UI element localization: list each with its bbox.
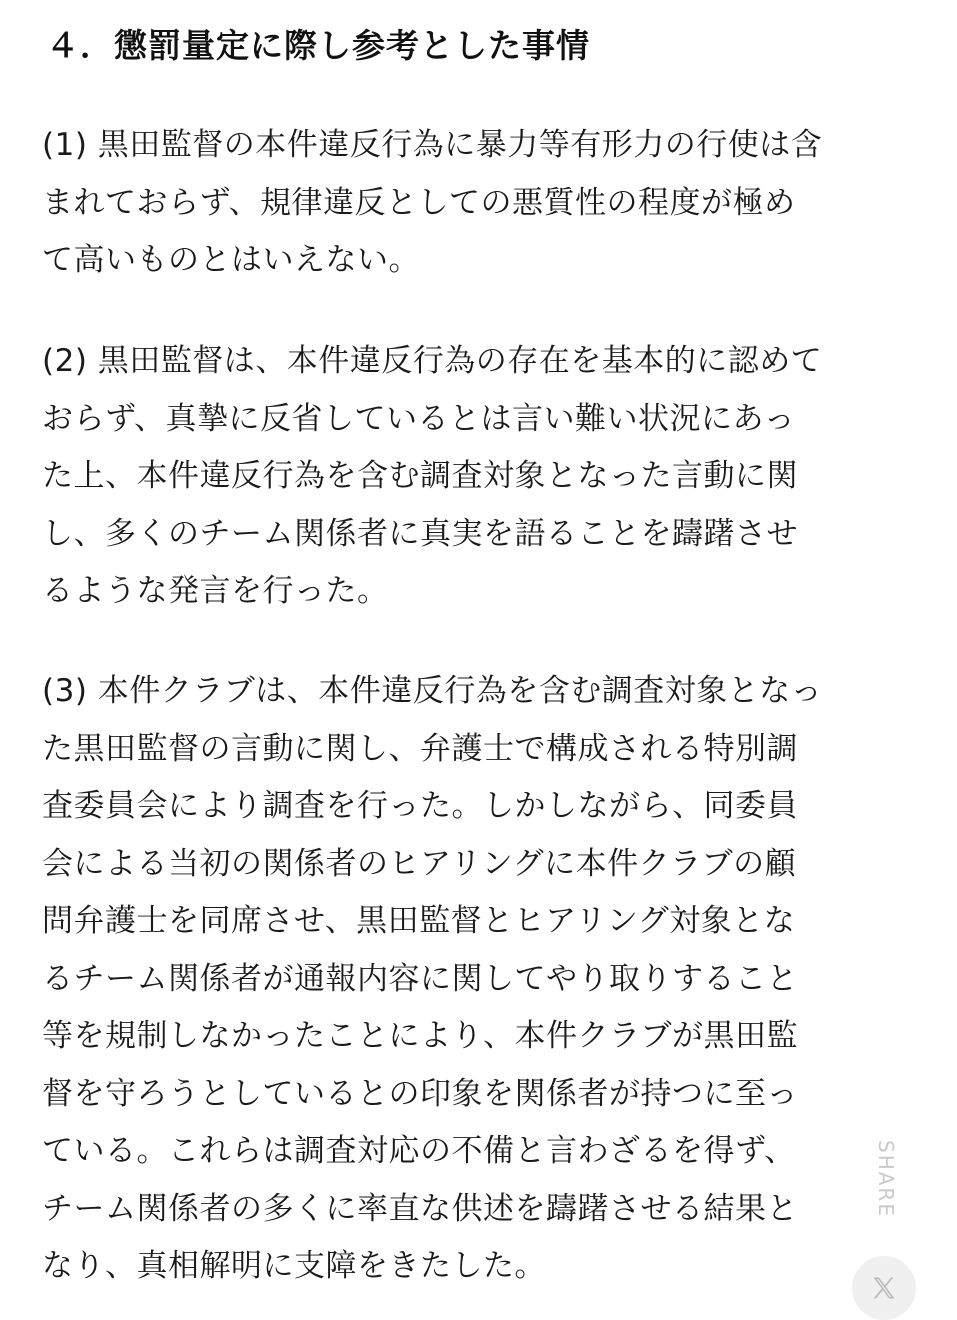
paragraph-line: て高いものとはいえない。 — [42, 242, 420, 278]
share-x-button[interactable] — [852, 1256, 916, 1320]
paragraph-line: チーム関係者の多くに率直な供述を躊躇させる結果と — [42, 1190, 798, 1227]
paragraph-line: た上、本件違反行為を含む調査対象となった言動に関 — [42, 458, 798, 494]
paragraph-1 — [42, 117, 822, 290]
paragraph-line: るチーム関係者が通報内容に関してやり取りすること — [42, 960, 798, 997]
paragraph-line: (3) 本件クラブは、本件違反行為を含む調査対象となっ — [42, 673, 823, 709]
paragraph-line: た黒田監督の言動に関し、弁護士で構成される特別調 — [42, 730, 798, 767]
paragraph-line: まれておらず、規律違反としての悪質性の程度が極め — [42, 184, 796, 221]
paragraph-line: おらず、真摯に反省しているとは言い難い状況にあっ — [42, 400, 796, 437]
section-heading: ４．懲罰量定に際し参考とした事情 — [46, 26, 590, 65]
paragraph-line: ている。これらは調査対応の不備と言わざるを得ず、 — [42, 1133, 796, 1169]
paragraph-line: (2) 黒田監督は、本件違反行為の存在を基本的に認めて — [42, 343, 823, 379]
paragraph-line: 等を規制しなかったことにより、本件クラブが黒田監 — [42, 1018, 798, 1054]
share-label: SHARE — [874, 1140, 898, 1218]
paragraph-3 — [42, 663, 822, 1296]
paragraph-line: るような発言を行った。 — [42, 573, 389, 609]
paragraph-line: し、多くのチーム関係者に真実を語ることを躊躇させ — [42, 515, 798, 552]
paragraph-line: 督を守ろうとしているとの印象を関係者が持つに至っ — [42, 1075, 798, 1112]
paragraph-line: なり、真相解明に支障をきたした。 — [42, 1248, 546, 1284]
paragraph-line: 会による当初の関係者のヒアリングに本件クラブの顧 — [42, 845, 797, 882]
paragraph-line: (1) 黒田監督の本件違反行為に暴力等有形力の行使は含 — [42, 127, 823, 163]
paragraph-line: 査委員会により調査を行った。しかしながら、同委員 — [42, 788, 798, 824]
x-logo-icon — [870, 1274, 898, 1302]
paragraph-line: 問弁護士を同席させ、黒田監督とヒアリング対象とな — [42, 903, 796, 939]
paragraph-2 — [42, 333, 822, 621]
